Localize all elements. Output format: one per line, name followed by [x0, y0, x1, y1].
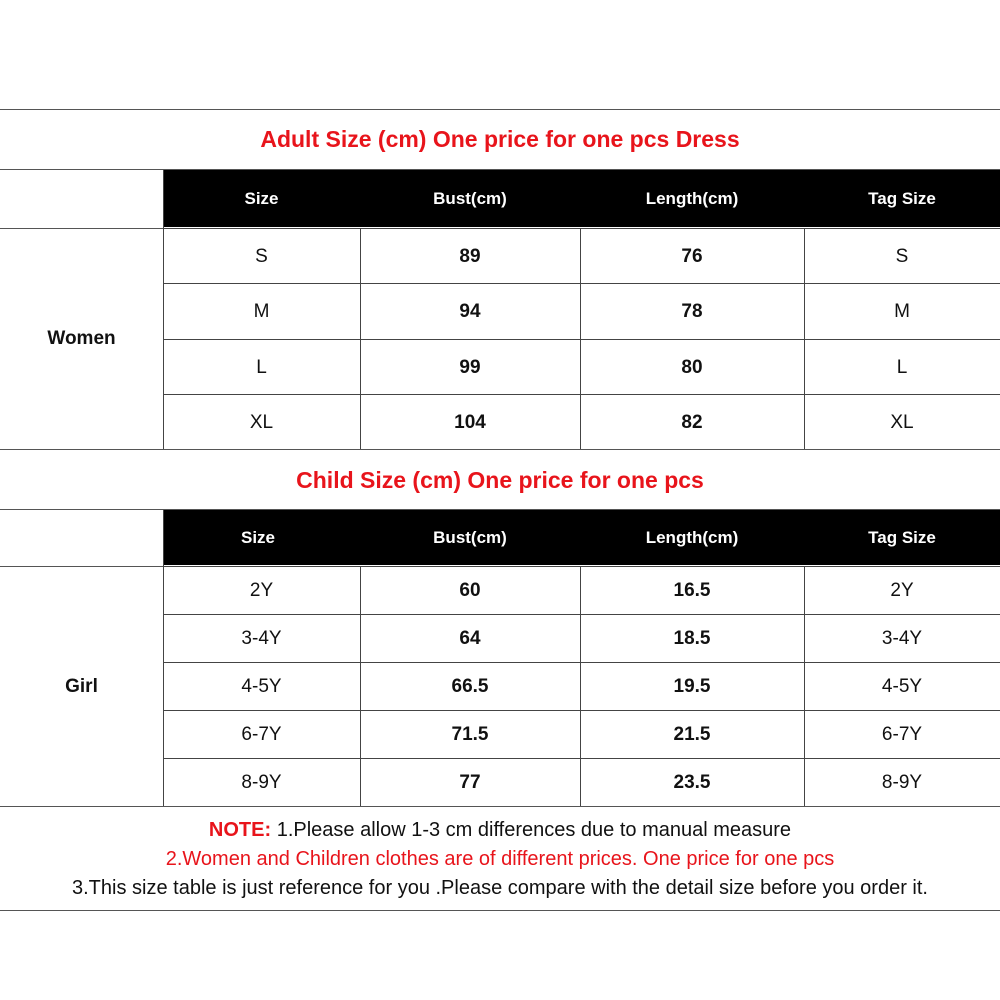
tag-size-cell: 3-4Y	[881, 628, 923, 649]
tag-size-cell: L	[896, 356, 908, 378]
length-cell: 21.5	[673, 724, 711, 745]
tag-size-cell: 8-9Y	[881, 772, 923, 793]
bust-cell: 104	[454, 411, 486, 433]
column-divider	[163, 510, 164, 807]
length-cell: 78	[681, 300, 703, 322]
note-label: NOTE:	[208, 819, 272, 841]
bust-cell: 99	[459, 356, 481, 378]
group-label-women: Women	[47, 328, 116, 349]
table-row	[163, 339, 1000, 395]
note-line-2: 2.Women and Children clothes are of different prices. One price for one pcs	[165, 848, 835, 870]
bust-cell: 77	[459, 772, 481, 793]
size-cell: 3-4Y	[241, 628, 282, 649]
adult-top-rule	[0, 109, 1000, 110]
adult-bottom-rule	[0, 449, 1000, 450]
adult-size-table	[0, 170, 1000, 450]
size-cell: 6-7Y	[241, 724, 282, 745]
header-length: Length(cm)	[645, 527, 739, 547]
table-row	[163, 566, 1000, 615]
column-divider	[804, 228, 805, 450]
length-cell: 23.5	[673, 772, 711, 793]
bust-cell: 94	[459, 300, 481, 322]
adult-size-title: Adult Size (cm) One price for one pcs Dress	[260, 126, 740, 152]
note-line-1	[0, 819, 1000, 842]
bust-cell: 71.5	[451, 724, 489, 745]
length-cell: 80	[681, 356, 703, 378]
column-divider	[360, 566, 361, 807]
bust-cell: 89	[459, 245, 481, 267]
length-cell: 16.5	[673, 580, 711, 601]
note-line-3: 3.This size table is just reference for you .Please compare with the detail size before you order it.	[72, 877, 928, 899]
column-divider	[580, 228, 581, 450]
table-row	[163, 710, 1000, 759]
header-bust: Bust(cm)	[433, 527, 507, 547]
size-cell: 8-9Y	[241, 772, 282, 793]
child-size-title: Child Size (cm) One price for one pcs	[296, 467, 704, 493]
group-label-girl: Girl	[65, 675, 98, 697]
length-cell: 19.5	[673, 676, 711, 697]
adult-header-row	[163, 170, 1000, 227]
header-size: Size	[240, 527, 276, 547]
child-bottom-rule	[0, 806, 1000, 807]
size-cell: 4-5Y	[241, 676, 282, 697]
size-cell: L	[256, 356, 267, 378]
bust-cell: 60	[459, 580, 481, 601]
column-divider	[360, 228, 361, 450]
table-row	[163, 228, 1000, 284]
tag-size-cell: 4-5Y	[881, 676, 923, 697]
tag-size-cell: 6-7Y	[881, 724, 923, 745]
size-cell: XL	[249, 411, 274, 433]
header-tag-size: Tag Size	[868, 188, 936, 208]
bust-cell: 64	[459, 628, 481, 649]
tag-size-cell: XL	[890, 411, 914, 433]
tag-size-cell: 2Y	[890, 580, 914, 601]
length-cell: 76	[681, 245, 703, 267]
tag-size-cell: S	[895, 245, 909, 267]
size-cell: M	[253, 300, 270, 322]
tag-size-cell: M	[894, 300, 910, 322]
child-size-table	[0, 510, 1000, 807]
column-divider	[804, 566, 805, 807]
note-text-1: 1.Please allow 1-3 cm differences due to manual measure	[271, 819, 792, 841]
child-header-row	[163, 510, 1000, 565]
header-size: Size	[244, 188, 279, 208]
notes-bottom-rule	[0, 910, 1000, 911]
table-row	[163, 614, 1000, 663]
table-row	[163, 283, 1000, 339]
table-row	[163, 662, 1000, 711]
header-bust: Bust(cm)	[433, 188, 507, 208]
bust-cell: 66.5	[451, 676, 489, 697]
size-cell: S	[255, 245, 268, 267]
column-divider	[580, 566, 581, 807]
column-divider	[163, 170, 164, 450]
header-length: Length(cm)	[645, 188, 739, 208]
header-tag-size: Tag Size	[868, 527, 936, 547]
length-cell: 82	[681, 411, 703, 433]
table-row	[163, 394, 1000, 450]
table-row	[163, 758, 1000, 807]
size-cell: 2Y	[249, 580, 274, 601]
length-cell: 18.5	[673, 628, 711, 649]
